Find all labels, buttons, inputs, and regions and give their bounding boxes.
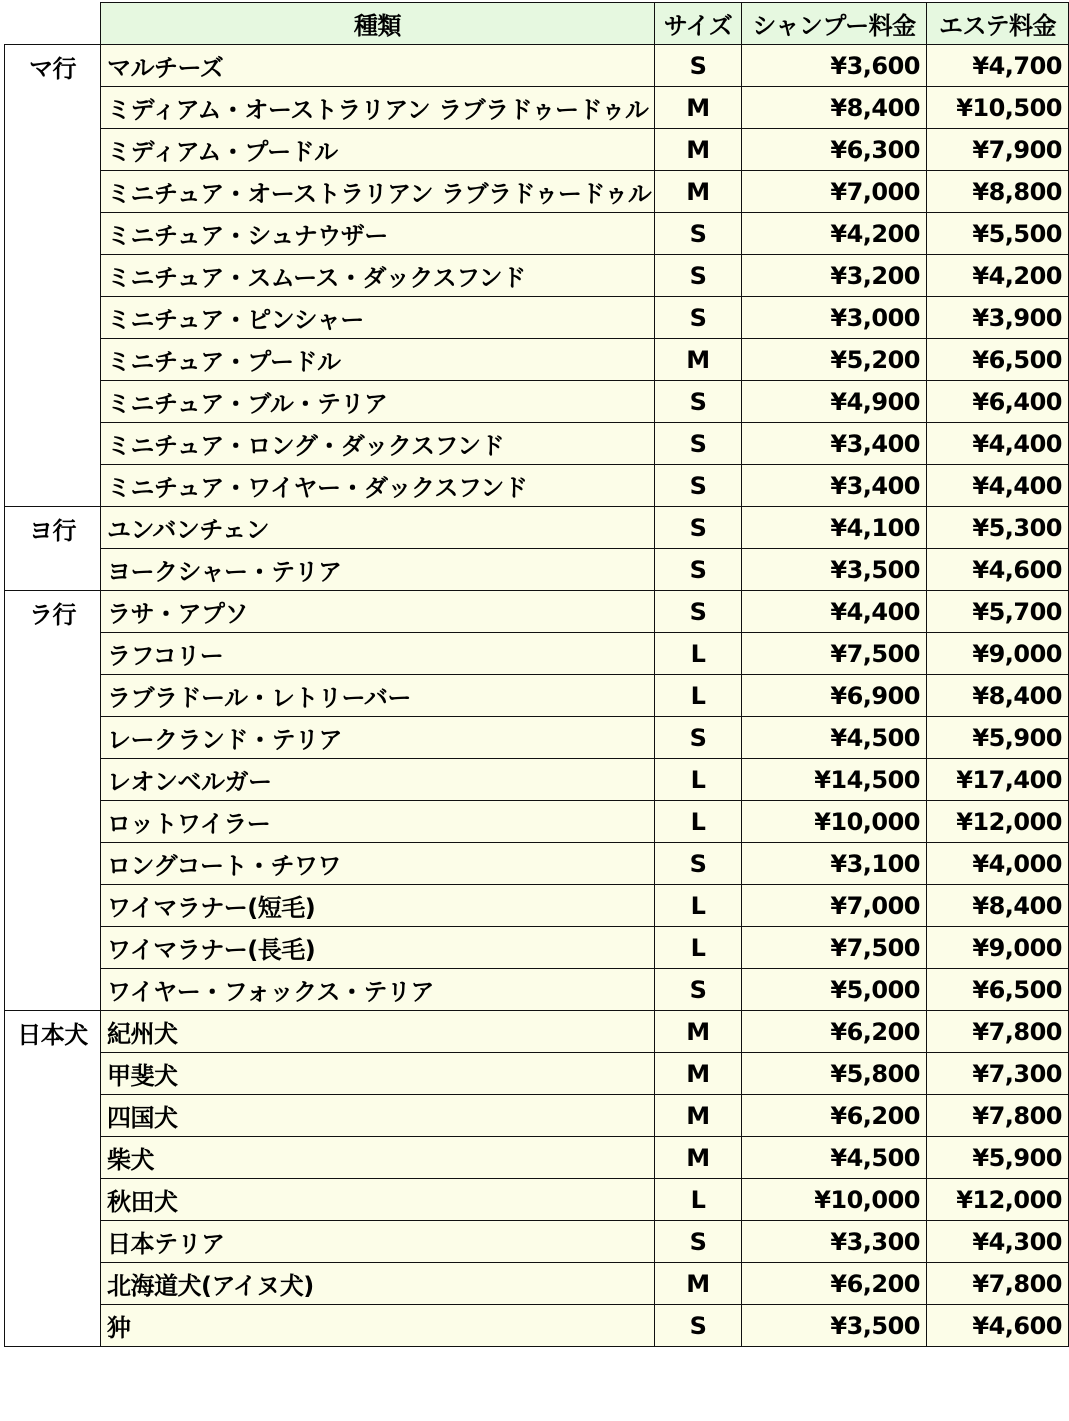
price-table <box>4 2 1069 1347</box>
esthe-price-cell: ¥7,300 <box>927 1053 1069 1095</box>
breed-cell: ワイヤー・フォックス・テリア <box>101 969 655 1011</box>
breed-cell: ミニチュア・プードル <box>101 339 655 381</box>
table-row <box>5 1137 1069 1179</box>
table-row <box>5 885 1069 927</box>
breed-cell: マルチーズ <box>101 45 655 87</box>
shampoo-price-cell: ¥5,800 <box>742 1053 927 1095</box>
breed-cell: ミディアム・プードル <box>101 129 655 171</box>
table-row <box>5 171 1069 213</box>
size-cell: S <box>655 213 742 255</box>
breed-cell: ミニチュア・スムース・ダックスフンド <box>101 255 655 297</box>
breed-cell: ミニチュア・ピンシャー <box>101 297 655 339</box>
esthe-price-cell: ¥5,700 <box>927 591 1069 633</box>
breed-cell: ロットワイラー <box>101 801 655 843</box>
shampoo-price-cell: ¥10,000 <box>742 801 927 843</box>
shampoo-price-cell: ¥6,200 <box>742 1011 927 1053</box>
esthe-price-cell: ¥12,000 <box>927 801 1069 843</box>
esthe-price-cell: ¥7,800 <box>927 1011 1069 1053</box>
shampoo-price-cell: ¥6,200 <box>742 1095 927 1137</box>
size-cell: M <box>655 1095 742 1137</box>
breed-cell: ラサ・アプソ <box>101 591 655 633</box>
size-cell: M <box>655 1053 742 1095</box>
esthe-price-cell: ¥4,000 <box>927 843 1069 885</box>
size-cell: L <box>655 675 742 717</box>
shampoo-price-cell: ¥6,200 <box>742 1263 927 1305</box>
breed-cell: ロングコート・チワワ <box>101 843 655 885</box>
shampoo-price-cell: ¥7,500 <box>742 927 927 969</box>
esthe-price-cell: ¥8,400 <box>927 675 1069 717</box>
size-cell: S <box>655 45 742 87</box>
esthe-price-cell: ¥5,900 <box>927 1137 1069 1179</box>
table-row <box>5 339 1069 381</box>
size-cell: M <box>655 339 742 381</box>
breed-cell: ミディアム・オーストラリアン ラブラドゥードゥル <box>101 87 655 129</box>
group-label: マ行 <box>5 45 101 507</box>
esthe-price-cell: ¥7,900 <box>927 129 1069 171</box>
shampoo-price-cell: ¥4,100 <box>742 507 927 549</box>
esthe-price-cell: ¥5,500 <box>927 213 1069 255</box>
table-row <box>5 843 1069 885</box>
shampoo-price-cell: ¥10,000 <box>742 1179 927 1221</box>
shampoo-price-cell: ¥3,100 <box>742 843 927 885</box>
shampoo-price-cell: ¥8,400 <box>742 87 927 129</box>
shampoo-price-cell: ¥4,900 <box>742 381 927 423</box>
breed-cell: ミニチュア・シュナウザー <box>101 213 655 255</box>
size-cell: S <box>655 1305 742 1347</box>
shampoo-price-cell: ¥7,000 <box>742 885 927 927</box>
size-cell: S <box>655 423 742 465</box>
esthe-price-cell: ¥5,900 <box>927 717 1069 759</box>
shampoo-price-cell: ¥7,000 <box>742 171 927 213</box>
esthe-price-cell: ¥17,400 <box>927 759 1069 801</box>
table-row <box>5 1305 1069 1347</box>
shampoo-price-cell: ¥3,500 <box>742 1305 927 1347</box>
breed-cell: ミニチュア・オーストラリアン ラブラドゥードゥル <box>101 171 655 213</box>
table-row <box>5 1221 1069 1263</box>
size-cell: M <box>655 1263 742 1305</box>
shampoo-price-cell: ¥6,300 <box>742 129 927 171</box>
table-row <box>5 801 1069 843</box>
header-size: サイズ <box>655 3 742 45</box>
size-cell: M <box>655 87 742 129</box>
breed-cell: 四国犬 <box>101 1095 655 1137</box>
breed-cell: ラブラドール・レトリーバー <box>101 675 655 717</box>
table-row <box>5 1095 1069 1137</box>
table-row <box>5 1053 1069 1095</box>
esthe-price-cell: ¥3,900 <box>927 297 1069 339</box>
size-cell: S <box>655 717 742 759</box>
size-cell: M <box>655 1011 742 1053</box>
breed-cell: 北海道犬(アイヌ犬) <box>101 1263 655 1305</box>
esthe-price-cell: ¥4,200 <box>927 255 1069 297</box>
shampoo-price-cell: ¥5,200 <box>742 339 927 381</box>
table-row <box>5 87 1069 129</box>
table-row <box>5 633 1069 675</box>
shampoo-price-cell: ¥6,900 <box>742 675 927 717</box>
table-row <box>5 927 1069 969</box>
table-row <box>5 1263 1069 1305</box>
esthe-price-cell: ¥12,000 <box>927 1179 1069 1221</box>
table-row <box>5 507 1069 549</box>
header-group <box>5 3 101 45</box>
size-cell: S <box>655 381 742 423</box>
size-cell: S <box>655 255 742 297</box>
esthe-price-cell: ¥4,600 <box>927 549 1069 591</box>
shampoo-price-cell: ¥3,400 <box>742 423 927 465</box>
esthe-price-cell: ¥4,600 <box>927 1305 1069 1347</box>
breed-cell: 狆 <box>101 1305 655 1347</box>
table-row <box>5 1011 1069 1053</box>
breed-cell: ミニチュア・ロング・ダックスフンド <box>101 423 655 465</box>
breed-cell: ミニチュア・ワイヤー・ダックスフンド <box>101 465 655 507</box>
size-cell: M <box>655 171 742 213</box>
table-row <box>5 45 1069 87</box>
breed-cell: ユンバンチェン <box>101 507 655 549</box>
breed-cell: 柴犬 <box>101 1137 655 1179</box>
shampoo-price-cell: ¥3,300 <box>742 1221 927 1263</box>
shampoo-price-cell: ¥3,000 <box>742 297 927 339</box>
esthe-price-cell: ¥4,300 <box>927 1221 1069 1263</box>
breed-cell: レオンベルガー <box>101 759 655 801</box>
shampoo-price-cell: ¥7,500 <box>742 633 927 675</box>
shampoo-price-cell: ¥14,500 <box>742 759 927 801</box>
size-cell: L <box>655 927 742 969</box>
esthe-price-cell: ¥9,000 <box>927 633 1069 675</box>
table-header <box>5 3 1069 45</box>
shampoo-price-cell: ¥3,200 <box>742 255 927 297</box>
group-label: 日本犬 <box>5 1011 101 1347</box>
size-cell: M <box>655 1137 742 1179</box>
table-row <box>5 423 1069 465</box>
breed-cell: 紀州犬 <box>101 1011 655 1053</box>
breed-cell: レークランド・テリア <box>101 717 655 759</box>
breed-cell: ラフコリー <box>101 633 655 675</box>
esthe-price-cell: ¥8,800 <box>927 171 1069 213</box>
size-cell: L <box>655 633 742 675</box>
shampoo-price-cell: ¥5,000 <box>742 969 927 1011</box>
esthe-price-cell: ¥4,400 <box>927 465 1069 507</box>
esthe-price-cell: ¥4,700 <box>927 45 1069 87</box>
shampoo-price-cell: ¥4,500 <box>742 1137 927 1179</box>
shampoo-price-cell: ¥4,400 <box>742 591 927 633</box>
esthe-price-cell: ¥8,400 <box>927 885 1069 927</box>
breed-cell: 秋田犬 <box>101 1179 655 1221</box>
size-cell: L <box>655 801 742 843</box>
header-row <box>5 3 1069 45</box>
size-cell: S <box>655 465 742 507</box>
size-cell: S <box>655 507 742 549</box>
size-cell: S <box>655 591 742 633</box>
table-row <box>5 759 1069 801</box>
table-row <box>5 213 1069 255</box>
group-label: ラ行 <box>5 591 101 1011</box>
esthe-price-cell: ¥9,000 <box>927 927 1069 969</box>
size-cell: M <box>655 129 742 171</box>
breed-cell: ワイマラナー(長毛) <box>101 927 655 969</box>
header-esthe-price: エステ料金 <box>927 3 1069 45</box>
shampoo-price-cell: ¥3,400 <box>742 465 927 507</box>
size-cell: S <box>655 549 742 591</box>
group-label: ヨ行 <box>5 507 101 591</box>
table-row <box>5 465 1069 507</box>
esthe-price-cell: ¥10,500 <box>927 87 1069 129</box>
shampoo-price-cell: ¥4,200 <box>742 213 927 255</box>
esthe-price-cell: ¥7,800 <box>927 1095 1069 1137</box>
size-cell: S <box>655 1221 742 1263</box>
table-row <box>5 129 1069 171</box>
esthe-price-cell: ¥6,400 <box>927 381 1069 423</box>
size-cell: S <box>655 969 742 1011</box>
esthe-price-cell: ¥6,500 <box>927 339 1069 381</box>
header-shampoo-price: シャンプー料金 <box>742 3 927 45</box>
esthe-price-cell: ¥6,500 <box>927 969 1069 1011</box>
size-cell: L <box>655 1179 742 1221</box>
table-row <box>5 381 1069 423</box>
header-breed: 種類 <box>101 3 655 45</box>
esthe-price-cell: ¥5,300 <box>927 507 1069 549</box>
shampoo-price-cell: ¥4,500 <box>742 717 927 759</box>
breed-cell: ミニチュア・ブル・テリア <box>101 381 655 423</box>
size-cell: S <box>655 843 742 885</box>
table-row <box>5 969 1069 1011</box>
breed-cell: 日本テリア <box>101 1221 655 1263</box>
table-row <box>5 297 1069 339</box>
table-row <box>5 717 1069 759</box>
table-row <box>5 549 1069 591</box>
table-row <box>5 1179 1069 1221</box>
breed-cell: ヨークシャー・テリア <box>101 549 655 591</box>
table-row <box>5 255 1069 297</box>
shampoo-price-cell: ¥3,500 <box>742 549 927 591</box>
esthe-price-cell: ¥4,400 <box>927 423 1069 465</box>
size-cell: L <box>655 759 742 801</box>
table-row <box>5 675 1069 717</box>
table-body <box>5 45 1069 1347</box>
shampoo-price-cell: ¥3,600 <box>742 45 927 87</box>
breed-cell: ワイマラナー(短毛) <box>101 885 655 927</box>
size-cell: L <box>655 885 742 927</box>
breed-cell: 甲斐犬 <box>101 1053 655 1095</box>
esthe-price-cell: ¥7,800 <box>927 1263 1069 1305</box>
table-row <box>5 591 1069 633</box>
size-cell: S <box>655 297 742 339</box>
